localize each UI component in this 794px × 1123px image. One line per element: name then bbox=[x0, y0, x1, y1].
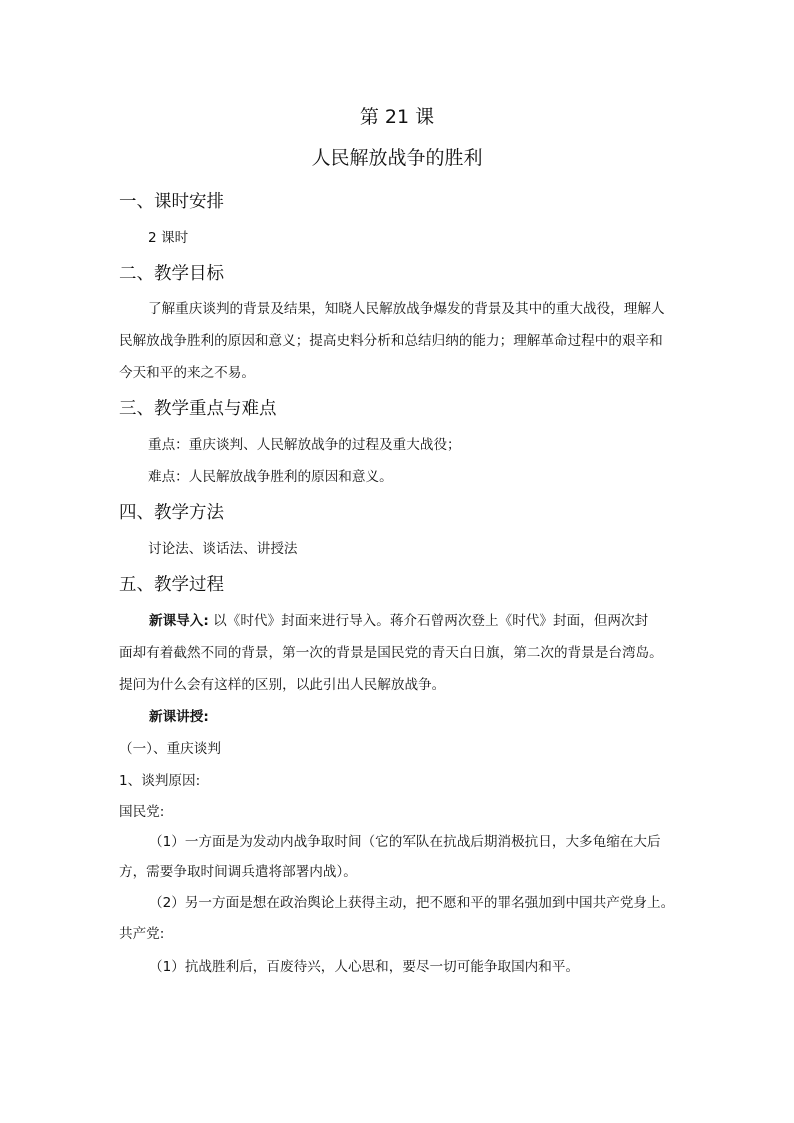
kmt-line-1: （1）一方面是为发动内战争取时间（它的军队在抗战后期消极抗日，大多龟缩在大后 bbox=[149, 834, 661, 850]
kmt-label: 国民党: bbox=[119, 804, 165, 820]
subsection-heading: （一）、重庆谈判 bbox=[119, 741, 221, 757]
ccp-line-1: （1）抗战胜利后，百废待兴，人心思和，要尽一切可能争取国内和平。 bbox=[149, 959, 580, 975]
lesson-title: 人民解放战争的胜利 bbox=[311, 147, 483, 169]
lesson-number: 第 21 课 bbox=[359, 106, 435, 128]
intro-line-2: 面却有着截然不同的背景，第一次的背景是国民党的青天白日旗，第二次的背景是台湾岛。 bbox=[119, 645, 663, 661]
kmt-line-2: 方，需要争取时间调兵遣将部署内战）。 bbox=[119, 864, 357, 880]
objectives-line-1: 了解重庆谈判的背景及结果，知晓人民解放战争爆发的背景及其中的重大战役，理解人 bbox=[148, 301, 665, 317]
section-heading-3: 三、教学重点与难点 bbox=[119, 399, 277, 419]
key-point-text: 重点：重庆谈判、人民解放战争的过程及重大战役； bbox=[148, 437, 461, 453]
reason-label: 1、谈判原因: bbox=[119, 773, 201, 789]
section-heading-4: 四、教学方法 bbox=[119, 503, 224, 523]
section-heading-1: 一、课时安排 bbox=[119, 192, 224, 212]
difficulty-text: 难点：人民解放战争胜利的原因和意义。 bbox=[148, 469, 393, 485]
ccp-label: 共产党: bbox=[119, 926, 165, 942]
section-heading-2: 二、教学目标 bbox=[119, 264, 224, 284]
methods-text: 讨论法、谈话法、讲授法 bbox=[148, 541, 298, 557]
objectives-line-2: 民解放战争胜利的原因和意义；提高史料分析和总结归纳的能力；理解革命过程中的艰辛和 bbox=[119, 333, 663, 349]
section-heading-5: 五、教学过程 bbox=[119, 575, 224, 595]
intro-line-1 bbox=[149, 611, 723, 631]
kmt-line-3: （2）另一方面是想在政治舆论上获得主动，把不愿和平的罪名强加到中国共产党身上。 bbox=[149, 895, 675, 911]
objectives-line-3: 今天和平的来之不易。 bbox=[119, 365, 255, 381]
intro-label: 新课导入: bbox=[149, 613, 209, 629]
class-hours-text: 2 课时 bbox=[148, 230, 189, 246]
intro-text: 以《时代》封面来进行导入。蒋介石曾两次登上《时代》封面，但两次封 bbox=[208, 613, 649, 629]
intro-line-3: 提问为什么会有这样的区别，以此引出人民解放战争。 bbox=[119, 677, 446, 693]
lecture-label: 新课讲授: bbox=[149, 709, 209, 725]
